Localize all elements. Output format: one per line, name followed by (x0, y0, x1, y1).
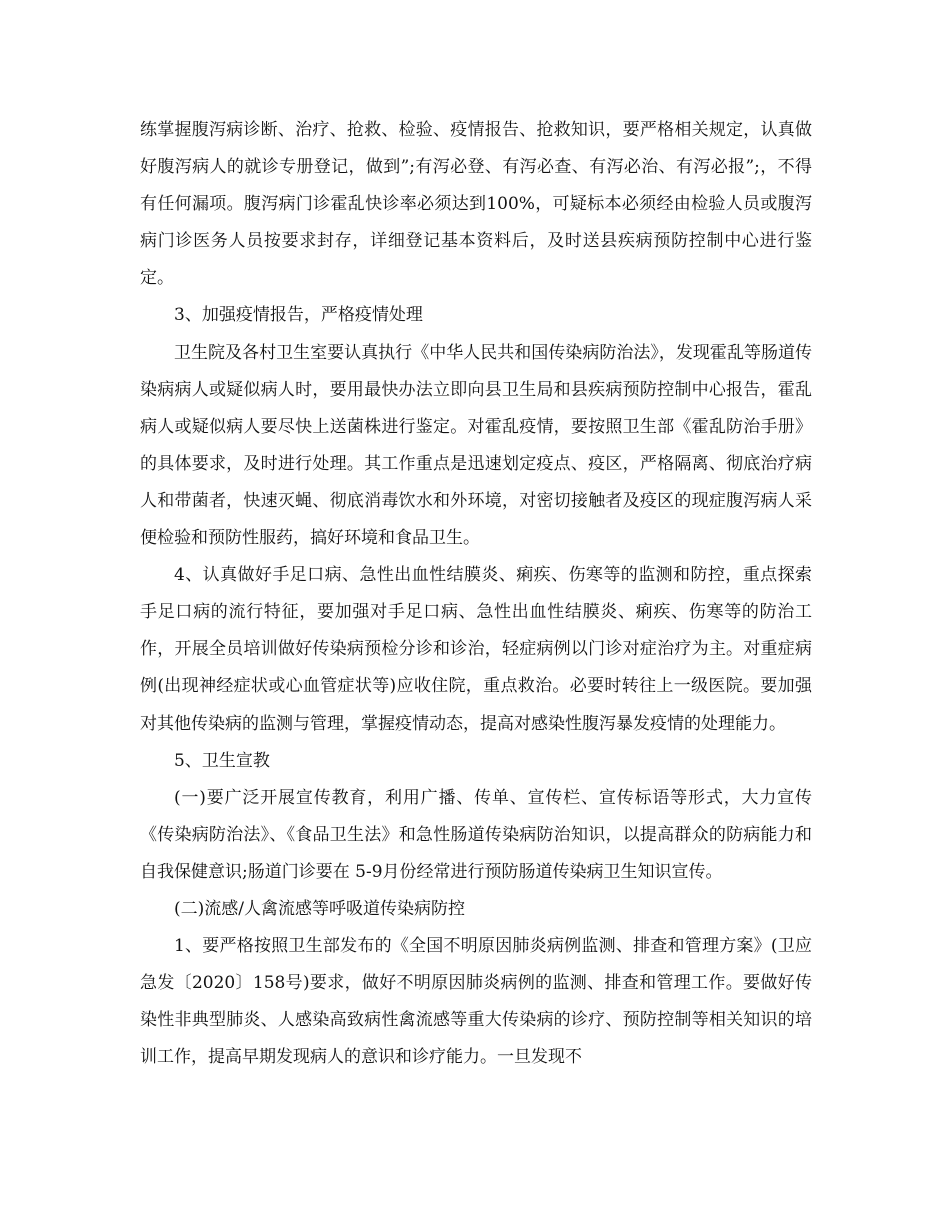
paragraph-respiratory: 1、要严格按照卫生部发布的《全国不明原因肺炎病例监测、排查和管理方案》(卫应急发〔2020〕158号)要求，做好不明原因肺炎病例的监测、排查和管理工作。要做好传染性非典型肺炎、人感染高致病性禽流感等重大传染病的诊疗、预防控制等相关知识的培训工作，提高早期发现病人的意识和诊疗能力。一旦发现不 (140, 936, 812, 1068)
section-heading-health-education: 5、卫生宣教 (174, 750, 270, 771)
paragraph-continuation: 练掌握腹泻病诊断、治疗、抢救、检验、疫情报告、抢救知识，要严格相关规定，认真做好腹泻病人的就诊专册登记，做到”;有泻必登、有泻必查、有泻必治、有泻必报”;，不得有任何漏项。腹泻病门诊霍乱快诊率必须达到100%，可疑标本必须经由检验人员或腹泻病门诊医务人员按要求封存，详细登记基本资料后，及时送县疾病预防控制中心进行鉴定。 (140, 120, 812, 289)
document-page (140, 112, 812, 1076)
paragraph-monitoring: 4、认真做好手足口病、急性出血性结膜炎、痢疾、伤寒等的监测和防控，重点探索手足口病的流行特征，要加强对手足口病、急性出血性结膜炎、痢疾、伤寒等的防治工作，开展全员培训做好传染病预检分诊和诊治，轻症病例以门诊对症治疗为主。对重症病例(出现神经症状或心血管症状等)应收住院，重点救治。必要时转往上一级医院。要加强对其他传染病的监测与管理，掌握疫情动态，提高对感染性腹泻暴发疫情的处理能力。 (140, 565, 812, 734)
section-heading-epidemic-report: 3、加强疫情报告，严格疫情处理 (174, 305, 423, 326)
section-heading-respiratory: (二)流感/人禽流感等呼吸道传染病防控 (174, 898, 465, 919)
paragraph-health-education: (一)要广泛开展宣传教育，利用广播、传单、宣传栏、宣传标语等形式，大力宣传《传染病防治法》、《食品卫生法》和急性肠道传染病防治知识，以提高群众的防病能力和自我保健意识;肠道门诊要在 5-9月份经常进行预防肠道传染病卫生知识宣传。 (140, 787, 812, 882)
paragraph-epidemic-report: 卫生院及各村卫生室要认真执行《中华人民共和国传染病防治法》，发现霍乱等肠道传染病病人或疑似病人时，要用最快办法立即向县卫生局和县疾病预防控制中心报告，霍乱病人或疑似病人要尽快上送菌株进行鉴定。对霍乱疫情，要按照卫生部《霍乱防治手册》的具体要求，及时进行处理。其工作重点是迅速划定疫点、疫区，严格隔离、彻底治疗病人和带菌者，快速灭蝇、彻底消毒饮水和外环境，对密切接触者及疫区的现症腹泻病人采便检验和预防性服药，搞好环境和食品卫生。 (140, 342, 812, 549)
